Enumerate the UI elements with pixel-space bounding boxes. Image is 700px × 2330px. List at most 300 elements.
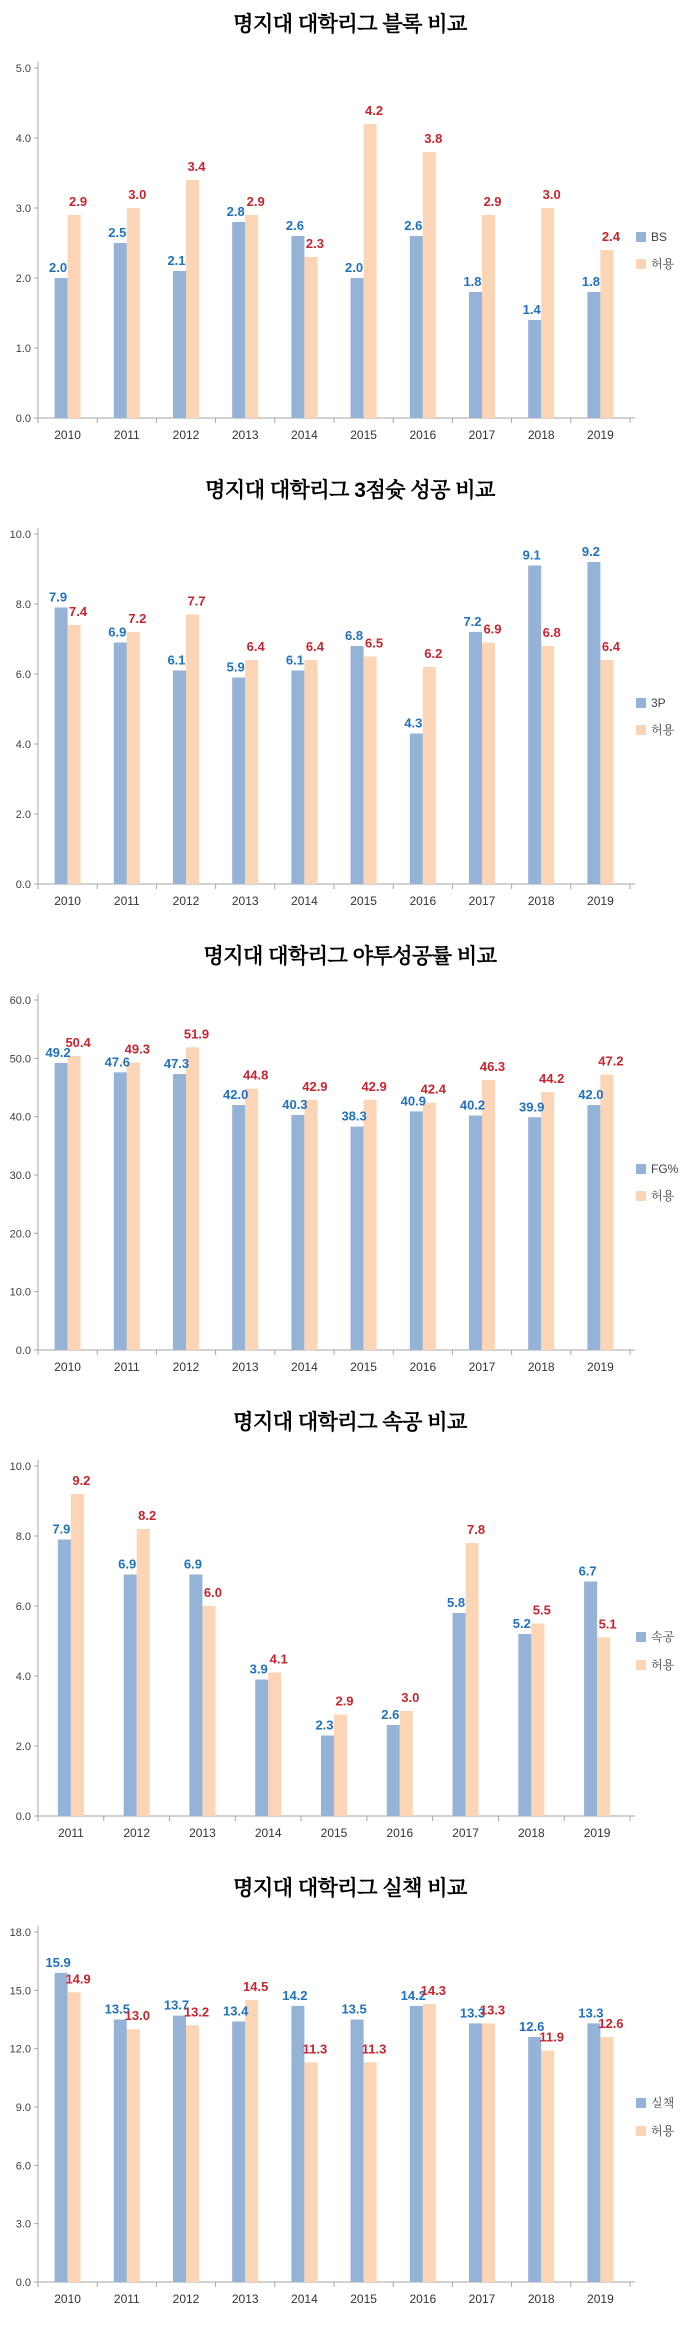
y-tick-label: 4.0 xyxy=(15,739,31,751)
legend-label: 속공 xyxy=(651,1630,675,1644)
legend-label: 허용 xyxy=(651,2124,675,2138)
series1-bar xyxy=(587,562,600,884)
series1-value-label: 13.3 xyxy=(459,2005,486,2021)
series1-value-label: 4.3 xyxy=(404,715,423,731)
legend-item-series2 xyxy=(636,1656,674,1673)
series1-value-label: 9.2 xyxy=(581,544,600,559)
category-label: 2013 xyxy=(231,1360,259,1374)
series2-value-label: 4.2 xyxy=(365,103,384,118)
series1-value-label: 2.6 xyxy=(381,1707,400,1722)
y-tick-label: 60.0 xyxy=(9,995,31,1007)
series2-bar xyxy=(245,2000,258,2282)
chart-threepoint-comparison xyxy=(0,466,700,932)
series2-value-label: 49.3 xyxy=(124,1041,150,1057)
y-tick-label: 10.0 xyxy=(9,1286,31,1299)
series1-value-label: 47.3 xyxy=(163,1056,190,1072)
series2-value-label: 2.9 xyxy=(69,194,88,209)
series2-value-label: 6.8 xyxy=(542,625,561,640)
category-label: 2016 xyxy=(386,1826,414,1840)
legend-item-series2 xyxy=(636,1187,678,1204)
series1-bar xyxy=(528,566,541,885)
chart-legend xyxy=(636,2094,674,2139)
y-tick-label: 6.0 xyxy=(15,1601,31,1613)
series2-bar xyxy=(466,1543,479,1816)
legend-label: 3P xyxy=(651,696,666,710)
series1-bar xyxy=(173,2016,186,2282)
category-label: 2013 xyxy=(231,428,259,442)
series2-value-label: 2.9 xyxy=(483,194,502,209)
series1-bar xyxy=(528,1117,541,1350)
series1-legend-marker xyxy=(636,232,646,242)
legend-label: BS xyxy=(651,230,668,244)
legend-label: 허용 xyxy=(651,723,675,737)
series2-value-label: 13.0 xyxy=(124,2008,150,2024)
series1-bar xyxy=(232,2021,245,2282)
category-label: 2010 xyxy=(54,428,81,442)
series2-bar xyxy=(541,646,554,884)
category-label: 2018 xyxy=(527,2292,555,2306)
category-label: 2016 xyxy=(409,2292,437,2306)
series1-value-label: 47.6 xyxy=(104,1054,130,1070)
series1-bar xyxy=(232,222,245,418)
series2-bar xyxy=(186,1047,199,1350)
series2-value-label: 3.8 xyxy=(424,131,443,146)
series1-value-label: 13.7 xyxy=(163,1997,190,2013)
series2-bar xyxy=(531,1624,544,1817)
series1-bar xyxy=(410,1111,423,1350)
series2-value-label: 4.1 xyxy=(269,1651,288,1667)
series1-value-label: 3.9 xyxy=(249,1661,268,1677)
series1-bar xyxy=(587,292,600,418)
series2-value-label: 2.4 xyxy=(601,229,620,244)
y-tick-label: 18.0 xyxy=(9,1927,31,1939)
series1-bar xyxy=(173,671,186,885)
series2-legend-marker xyxy=(636,725,646,735)
y-tick-label: 15.0 xyxy=(9,1985,31,1998)
series2-bar xyxy=(202,1606,215,1816)
category-label: 2017 xyxy=(468,2292,496,2306)
series1-value-label: 2.6 xyxy=(404,218,423,233)
legend-item-series2 xyxy=(636,255,674,272)
series2-value-label: 5.5 xyxy=(532,1602,551,1618)
series2-value-label: 47.2 xyxy=(598,1053,624,1069)
series2-value-label: 13.3 xyxy=(479,2002,506,2018)
series2-value-label: 7.4 xyxy=(69,604,88,619)
series1-bar xyxy=(114,243,127,418)
chart-turnover-comparison xyxy=(0,1864,700,2330)
series2-bar xyxy=(541,208,554,418)
series1-value-label: 13.5 xyxy=(341,2001,367,2017)
category-label: 2015 xyxy=(320,1826,348,1840)
y-tick-label: 30.0 xyxy=(9,1170,31,1182)
series1-bar xyxy=(528,320,541,418)
series2-value-label: 7.8 xyxy=(467,1522,486,1537)
y-tick-label: 6.0 xyxy=(15,669,31,681)
series2-bar xyxy=(127,1062,140,1350)
series1-value-label: 5.8 xyxy=(447,1595,466,1610)
series2-bar xyxy=(71,1494,84,1816)
series2-bar xyxy=(127,632,140,884)
category-label: 2019 xyxy=(587,894,614,908)
bar-chart-canvas xyxy=(0,0,700,466)
chart-fieldgoal-comparison xyxy=(0,932,700,1398)
series2-bar xyxy=(482,2023,495,2282)
series2-bar xyxy=(245,215,258,418)
series1-bar xyxy=(453,1613,466,1816)
series2-value-label: 7.2 xyxy=(128,611,147,626)
series1-value-label: 2.5 xyxy=(108,225,127,240)
series2-value-label: 3.4 xyxy=(187,159,206,174)
series2-value-label: 44.2 xyxy=(539,1071,565,1087)
series2-value-label: 7.7 xyxy=(187,593,206,609)
y-tick-label: 4.0 xyxy=(15,1671,31,1683)
series2-bar xyxy=(423,152,436,418)
legend-item-series2 xyxy=(636,2122,674,2139)
series1-bar xyxy=(291,236,304,418)
series1-bar xyxy=(124,1575,137,1817)
series1-legend-marker xyxy=(636,698,646,708)
bar-chart-canvas xyxy=(0,466,700,932)
category-label: 2013 xyxy=(231,894,259,908)
category-label: 2015 xyxy=(350,1360,377,1374)
chart-legend xyxy=(636,1162,678,1204)
series2-value-label: 6.2 xyxy=(424,646,443,661)
series1-bar xyxy=(321,1736,334,1817)
y-tick-label: 50.0 xyxy=(9,1053,31,1066)
series1-value-label: 9.1 xyxy=(522,547,541,563)
series2-value-label: 2.3 xyxy=(305,236,324,251)
series2-bar xyxy=(364,124,377,418)
series2-value-label: 5.1 xyxy=(598,1616,617,1632)
series1-bar xyxy=(114,1072,127,1350)
series1-bar xyxy=(55,278,68,418)
series2-bar xyxy=(245,660,258,884)
series2-value-label: 8.2 xyxy=(138,1508,157,1523)
series1-bar xyxy=(58,1540,71,1817)
series1-legend-marker xyxy=(636,1632,646,1642)
series2-bar xyxy=(364,1100,377,1350)
series1-bar xyxy=(55,1063,68,1350)
series2-value-label: 6.4 xyxy=(246,639,265,654)
series2-bar xyxy=(186,2025,199,2282)
series2-bar xyxy=(304,660,317,884)
legend-label: 허용 xyxy=(651,1189,675,1203)
chart-title: 명지대 대학리그 속공 비교 xyxy=(233,1411,467,1434)
legend-item-series1 xyxy=(636,1162,678,1176)
series2-value-label: 3.0 xyxy=(401,1690,420,1705)
bar-chart-canvas xyxy=(0,1864,700,2330)
series2-bar xyxy=(334,1715,347,1817)
series1-bar xyxy=(587,1105,600,1350)
y-tick-label: 10.0 xyxy=(9,1461,31,1473)
series2-value-label: 3.0 xyxy=(128,187,147,202)
series1-bar xyxy=(173,271,186,418)
category-label: 2019 xyxy=(587,428,614,442)
series1-value-label: 2.0 xyxy=(49,260,68,275)
series2-value-label: 50.4 xyxy=(65,1035,91,1050)
category-label: 2010 xyxy=(54,2292,81,2306)
category-label: 2012 xyxy=(123,1826,151,1840)
series1-value-label: 1.8 xyxy=(463,274,482,289)
category-label: 2011 xyxy=(113,894,140,908)
series2-value-label: 11.3 xyxy=(361,2041,387,2057)
category-label: 2011 xyxy=(57,1826,84,1840)
series2-value-label: 51.9 xyxy=(183,1026,210,1042)
y-tick-label: 9.0 xyxy=(15,2102,31,2114)
y-tick-label: 0.0 xyxy=(15,2277,31,2289)
series2-value-label: 9.2 xyxy=(72,1473,91,1488)
series1-value-label: 40.3 xyxy=(282,1096,308,1112)
series1-value-label: 6.8 xyxy=(345,628,364,643)
series1-value-label: 15.9 xyxy=(45,1954,71,1970)
series2-bar xyxy=(400,1711,413,1816)
category-label: 2018 xyxy=(517,1826,545,1840)
series2-bar xyxy=(482,1080,495,1350)
chart-legend xyxy=(636,230,674,272)
category-label: 2014 xyxy=(291,2292,318,2306)
chart-legend xyxy=(636,1628,674,1673)
category-label: 2010 xyxy=(54,1360,81,1374)
series2-value-label: 13.2 xyxy=(183,2004,210,2020)
category-label: 2014 xyxy=(254,1826,282,1840)
y-tick-label: 2.0 xyxy=(15,809,31,821)
series1-value-label: 38.3 xyxy=(341,1108,367,1124)
category-label: 2014 xyxy=(291,1360,318,1374)
series2-value-label: 46.3 xyxy=(479,1058,506,1074)
series2-bar xyxy=(127,208,140,418)
legend-item-series1 xyxy=(636,2094,674,2111)
series2-bar xyxy=(268,1673,281,1817)
series2-value-label: 3.0 xyxy=(542,187,561,202)
legend-item-series1 xyxy=(636,230,674,244)
category-label: 2019 xyxy=(587,1360,614,1374)
legend-item-series1 xyxy=(636,1628,674,1645)
series1-value-label: 6.9 xyxy=(108,624,127,640)
y-tick-label: 1.0 xyxy=(15,343,31,355)
series2-bar xyxy=(186,615,199,885)
category-label: 2016 xyxy=(409,1360,437,1374)
series2-bar xyxy=(482,215,495,418)
series2-bar xyxy=(68,625,81,884)
series2-bar xyxy=(245,1089,258,1350)
series1-bar xyxy=(291,671,304,885)
series2-bar xyxy=(600,1075,613,1350)
series1-value-label: 39.9 xyxy=(519,1099,545,1115)
series1-value-label: 13.5 xyxy=(104,2001,130,2017)
series1-value-label: 6.1 xyxy=(285,652,304,668)
series1-bar xyxy=(469,292,482,418)
series1-value-label: 12.6 xyxy=(519,2019,545,2034)
series1-value-label: 40.2 xyxy=(459,1097,486,1113)
legend-label: 허용 xyxy=(651,257,675,271)
series2-value-label: 6.5 xyxy=(365,635,384,651)
series1-bar xyxy=(114,643,127,885)
y-tick-label: 40.0 xyxy=(9,1111,31,1124)
series1-bar xyxy=(584,1582,597,1817)
y-tick-label: 0.0 xyxy=(15,413,31,425)
series1-bar xyxy=(232,1105,245,1350)
category-label: 2012 xyxy=(172,1360,200,1374)
category-label: 2017 xyxy=(452,1826,479,1840)
category-label: 2019 xyxy=(587,2292,614,2306)
category-label: 2018 xyxy=(527,428,555,442)
chart-blocks-comparison xyxy=(0,0,700,466)
category-label: 2015 xyxy=(350,894,377,908)
series2-bar xyxy=(600,660,613,884)
chart-fastbreak-comparison xyxy=(0,1398,700,1864)
series1-value-label: 2.3 xyxy=(315,1717,334,1733)
y-tick-label: 8.0 xyxy=(15,1531,31,1543)
series1-legend-marker xyxy=(636,2098,646,2108)
series2-bar xyxy=(127,2029,140,2282)
category-label: 2017 xyxy=(468,1360,496,1374)
category-label: 2012 xyxy=(172,2292,200,2306)
series2-value-label: 6.0 xyxy=(203,1585,222,1600)
series1-value-label: 49.2 xyxy=(45,1045,71,1060)
category-label: 2013 xyxy=(231,2292,259,2306)
series1-bar xyxy=(189,1575,202,1817)
series1-value-label: 6.7 xyxy=(578,1563,597,1579)
series2-bar xyxy=(304,2062,317,2282)
y-tick-label: 20.0 xyxy=(9,1228,31,1241)
legend-label: 허용 xyxy=(651,1658,675,1672)
series1-bar xyxy=(232,678,245,885)
legend-label: 실책 xyxy=(651,2096,675,2110)
y-tick-label: 5.0 xyxy=(15,63,31,75)
series1-bar xyxy=(291,1115,304,1350)
series1-bar xyxy=(55,608,68,885)
series2-value-label: 44.8 xyxy=(243,1067,269,1083)
category-label: 2015 xyxy=(350,2292,377,2306)
series1-legend-marker xyxy=(636,1164,646,1174)
series2-bar xyxy=(304,257,317,418)
category-label: 2010 xyxy=(54,894,81,908)
series1-value-label: 42.0 xyxy=(578,1087,604,1102)
legend-label: FG% xyxy=(651,1162,679,1176)
y-tick-label: 2.0 xyxy=(15,1741,31,1753)
series1-bar xyxy=(114,2020,127,2283)
category-label: 2016 xyxy=(409,428,437,442)
series1-bar xyxy=(469,1116,482,1351)
series2-value-label: 14.9 xyxy=(65,1971,91,1987)
series2-value-label: 6.9 xyxy=(483,621,502,637)
category-label: 2013 xyxy=(189,1826,216,1840)
legend-item-series1 xyxy=(636,696,674,710)
y-tick-label: 0.0 xyxy=(15,1811,31,1823)
series1-bar xyxy=(55,1973,68,2282)
series2-value-label: 11.3 xyxy=(302,2041,328,2057)
category-label: 2014 xyxy=(291,894,318,908)
series2-bar xyxy=(597,1638,610,1817)
category-label: 2011 xyxy=(113,428,140,442)
chart-title: 명지대 대학리그 실책 비교 xyxy=(233,1877,467,1900)
series2-legend-marker xyxy=(636,1191,646,1201)
series1-value-label: 6.9 xyxy=(183,1556,202,1572)
series1-value-label: 2.6 xyxy=(285,218,304,233)
series2-bar xyxy=(482,643,495,885)
series2-bar xyxy=(423,1103,436,1350)
chart-legend xyxy=(636,696,674,738)
category-label: 2016 xyxy=(409,894,437,908)
series2-bar xyxy=(423,2004,436,2282)
chart-title: 명지대 대학리그 블록 비교 xyxy=(233,13,467,36)
series1-bar xyxy=(410,734,423,885)
legend-item-series2 xyxy=(636,721,674,738)
series1-value-label: 2.0 xyxy=(345,260,364,275)
series1-bar xyxy=(469,2023,482,2282)
series2-bar xyxy=(186,180,199,418)
series1-value-label: 14.2 xyxy=(282,1987,308,2003)
series2-value-label: 2.9 xyxy=(246,194,265,209)
category-label: 2017 xyxy=(468,428,496,442)
series1-bar xyxy=(173,1074,186,1350)
y-tick-label: 8.0 xyxy=(15,599,31,611)
series2-bar xyxy=(600,2037,613,2282)
category-label: 2017 xyxy=(468,894,496,908)
series2-bar xyxy=(364,2062,377,2282)
category-label: 2014 xyxy=(291,428,318,442)
series2-legend-marker xyxy=(636,1660,646,1670)
series2-value-label: 42.4 xyxy=(420,1081,446,1097)
series1-bar xyxy=(255,1680,268,1817)
series1-value-label: 2.1 xyxy=(167,253,186,268)
series1-value-label: 6.1 xyxy=(167,652,186,668)
series1-bar xyxy=(351,1127,364,1350)
series2-value-label: 2.9 xyxy=(335,1693,354,1709)
y-tick-label: 3.0 xyxy=(15,2218,31,2231)
series2-bar xyxy=(68,1992,81,2282)
series1-value-label: 14.2 xyxy=(400,1987,426,2003)
category-label: 2015 xyxy=(350,428,377,442)
series2-bar xyxy=(68,215,81,418)
category-label: 2018 xyxy=(527,1360,555,1374)
y-tick-label: 2.0 xyxy=(15,273,31,285)
series2-value-label: 12.6 xyxy=(598,2016,624,2031)
chart-title: 명지대 대학리그 야투성공률 비교 xyxy=(203,945,497,968)
series1-bar xyxy=(351,2020,364,2283)
series1-value-label: 1.8 xyxy=(581,274,600,289)
series2-value-label: 6.4 xyxy=(601,639,620,654)
y-tick-label: 6.0 xyxy=(15,2160,31,2173)
category-label: 2011 xyxy=(113,1360,140,1374)
series1-value-label: 7.2 xyxy=(463,614,482,629)
series2-bar xyxy=(137,1529,150,1816)
series1-value-label: 40.9 xyxy=(400,1093,426,1109)
series2-value-label: 14.5 xyxy=(243,1979,269,1995)
series2-bar xyxy=(423,667,436,884)
series2-value-label: 42.9 xyxy=(361,1078,387,1094)
category-label: 2018 xyxy=(527,894,555,908)
series1-bar xyxy=(469,632,482,884)
series2-value-label: 14.3 xyxy=(420,1982,446,1998)
series1-bar xyxy=(518,1634,531,1816)
series1-bar xyxy=(410,236,423,418)
series2-bar xyxy=(541,2051,554,2282)
series1-value-label: 5.2 xyxy=(512,1616,531,1631)
bar-chart-canvas xyxy=(0,1398,700,1864)
y-tick-label: 0.0 xyxy=(15,879,31,891)
series1-bar xyxy=(587,2023,600,2282)
series1-value-label: 42.0 xyxy=(223,1087,249,1102)
series1-value-label: 13.3 xyxy=(578,2005,604,2021)
series2-value-label: 42.9 xyxy=(302,1078,328,1094)
category-label: 2012 xyxy=(172,894,200,908)
y-tick-label: 4.0 xyxy=(15,133,31,145)
series1-bar xyxy=(528,2037,541,2282)
series2-bar xyxy=(541,1092,554,1350)
y-tick-label: 0.0 xyxy=(15,1345,31,1357)
chart-title: 명지대 대학리그 3점슛 성공 비교 xyxy=(205,479,495,502)
